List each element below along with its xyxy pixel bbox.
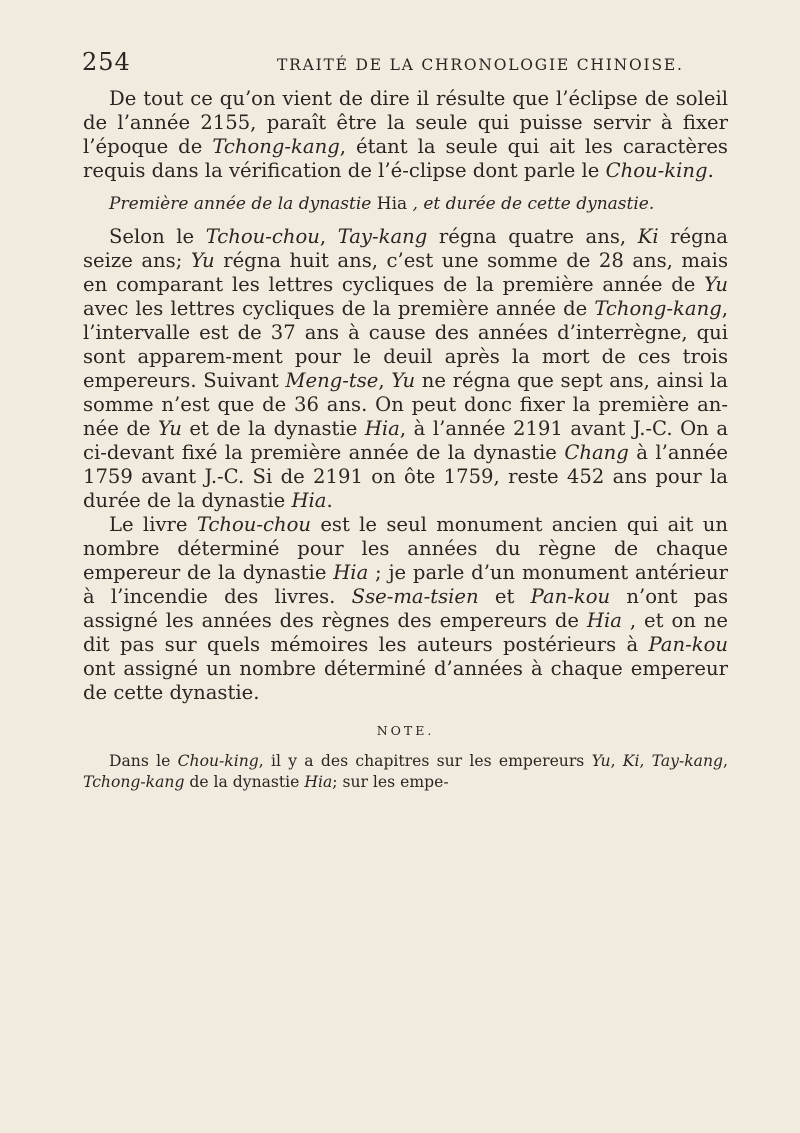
italic-name: Chou-king xyxy=(177,752,259,770)
text-run: n’ont pas assigné les années des règnes des empereurs de xyxy=(83,585,728,632)
italic-name: Meng-tse xyxy=(285,369,379,392)
text-run: et de la dynastie xyxy=(181,417,365,440)
text-run: Selon le xyxy=(109,225,206,248)
italic-name: Pan-kou xyxy=(648,633,728,656)
text-run: ; sur les empe- xyxy=(332,773,449,791)
page-number: 254 xyxy=(82,48,131,76)
italic-name: Hia xyxy=(333,561,369,584)
paragraph-eclipse xyxy=(83,87,728,183)
italic-name: Hia xyxy=(364,417,400,440)
italic-name: Yu xyxy=(704,273,728,296)
text-run: De tout ce qu’on vient de dire il résulte que l’éclipse de soleil de l’année 2155, paraît être la seule qui puisse servir à fixer l’époque de xyxy=(83,87,728,158)
italic-name: Yu xyxy=(591,752,611,770)
italic-name: Yu xyxy=(391,369,416,392)
italic-name: Tay-kang xyxy=(337,225,428,248)
note-text xyxy=(83,751,728,793)
text-run: et xyxy=(478,585,531,608)
heading-dynasty-name: Hia xyxy=(376,194,408,214)
text-run: , xyxy=(319,225,338,248)
italic-name: Tchou-chou xyxy=(196,513,311,536)
text-run: régna huit ans, c’est une somme de 28 ans, mais en comparant les lettres cycliques de la première année de xyxy=(83,249,728,296)
text-run: ; je parle d’un monument antérieur à l’incendie des livres. xyxy=(83,561,729,608)
italic-name: Chou-king xyxy=(605,159,708,182)
paragraph-reign-lengths xyxy=(83,225,728,513)
text-run: , xyxy=(378,369,392,392)
paragraph-tchou-chou xyxy=(83,513,728,705)
italic-name: Tchong-kang xyxy=(83,773,185,791)
text-run: Le livre xyxy=(109,513,197,536)
text-run: régna seize ans; xyxy=(83,225,728,272)
italic-name: Ki xyxy=(637,225,659,248)
text-run: Dans le xyxy=(109,752,178,770)
text-run: avec les lettres cycliques de la première année de xyxy=(83,297,595,320)
italic-name: Hia xyxy=(291,489,327,512)
text-run: , xyxy=(610,752,623,770)
text-run: . xyxy=(326,489,333,512)
text-run: , il y a des chapitres sur les empereurs xyxy=(258,752,592,770)
running-title: TRAITÉ DE LA CHRONOLOGIE CHINOISE. xyxy=(277,56,684,74)
text-run: , étant la seule qui ait les caractères requis dans la vérification de l’é-clipse dont parle le xyxy=(83,135,728,182)
italic-name: Ki xyxy=(622,752,640,770)
italic-name: Pan-kou xyxy=(530,585,611,608)
text-run: ont assigné un nombre déterminé d’années à chaque empereur de cette dynastie. xyxy=(83,657,728,704)
italic-name: Tchong-kang xyxy=(594,297,722,320)
text-run: de la dynastie xyxy=(184,773,305,791)
italic-name: Tchong-kang xyxy=(212,135,340,158)
text-run: à l’année 1759 avant J.-C. Si de 2191 on ôte 1759, reste 452 ans pour la durée de la dynastie xyxy=(83,441,729,512)
heading-text: Première année de la dynastie xyxy=(109,194,377,214)
italic-name: Sse-ma-tsien xyxy=(351,585,479,608)
text-run: , l’intervalle est de 37 ans à cause des années d’interrègne, qui sont apparem-ment pour le deuil après la mort de ces trois empereurs. Suivant xyxy=(83,297,728,392)
text-run: est le seul monument ancien qui ait un nombre déterminé pour les années du règne de chaque empereur de la dynastie xyxy=(83,513,728,584)
page-body xyxy=(83,87,728,793)
section-heading xyxy=(83,192,728,216)
text-run: , et on ne dit pas sur quels mémoires les auteurs postérieurs à xyxy=(83,609,728,656)
italic-name: Tchou-chou xyxy=(205,225,320,248)
text-run: . xyxy=(707,159,714,182)
note-heading: NOTE. xyxy=(376,723,435,738)
text-run: , xyxy=(639,752,652,770)
text-run: , xyxy=(723,752,728,770)
text-run: régna quatre ans, xyxy=(427,225,638,248)
text-run: ne régna que sept ans, ainsi la somme n’est que de 36 ans. On peut donc fixer la première an-née de xyxy=(83,369,728,440)
italic-name: Chang xyxy=(564,441,629,464)
italic-name: Hia xyxy=(586,609,622,632)
text-run: , à l’année 2191 avant J.-C. On a ci-devant fixé la première année de la dynastie xyxy=(83,417,728,464)
italic-name: Hia xyxy=(304,773,333,791)
italic-name: Yu xyxy=(190,249,215,272)
heading-text: , et durée de cette dynastie. xyxy=(407,194,655,214)
italic-name: Yu xyxy=(158,417,182,440)
italic-name: Tay-kang xyxy=(651,752,724,770)
page-header xyxy=(82,46,722,78)
